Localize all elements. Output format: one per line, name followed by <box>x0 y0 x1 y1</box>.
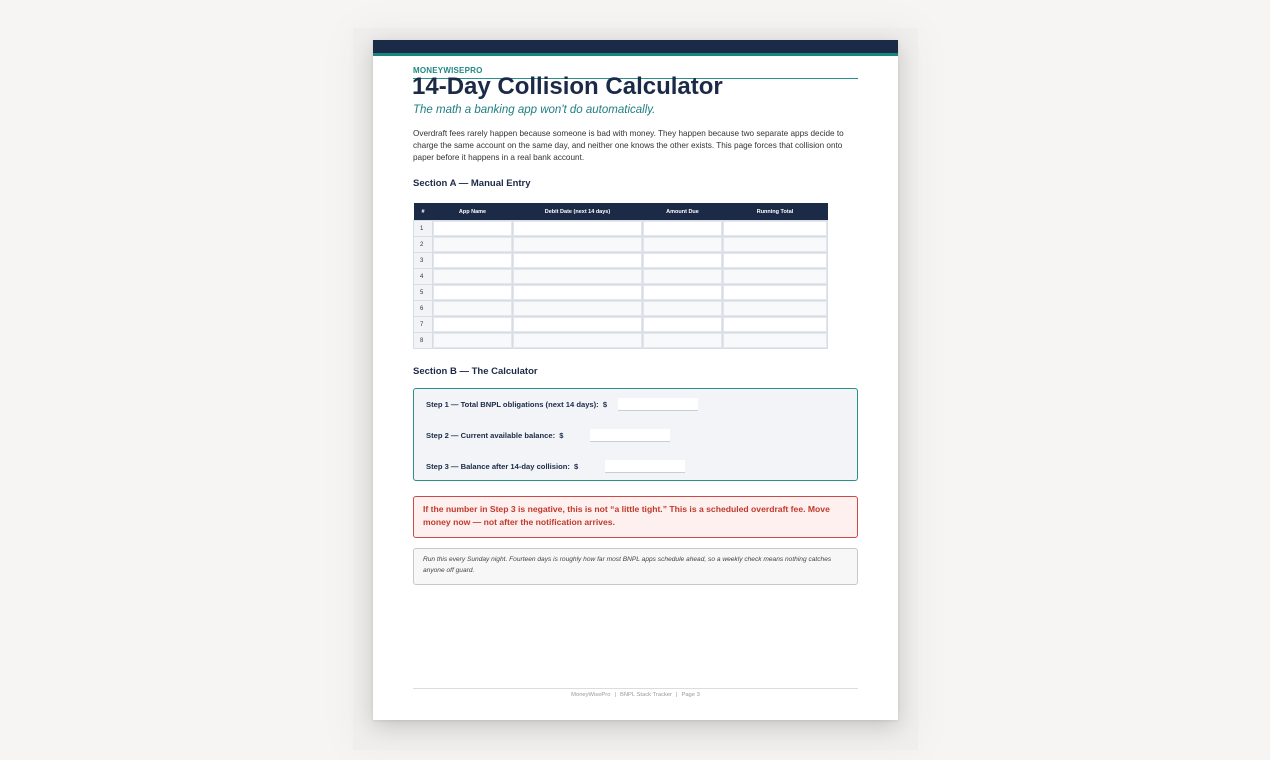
column-header-number: # <box>414 203 433 221</box>
footer-separator: | <box>614 692 616 698</box>
step-1-currency: $ <box>602 400 608 409</box>
table-header-row <box>414 203 828 221</box>
step-1-label <box>426 400 607 409</box>
brand-label: MONEYWISEPRO <box>413 66 483 75</box>
table-row <box>414 285 828 301</box>
overdraft-warning-text: If the number in Step 3 is negative, this is not “a little tight.” This is a scheduled overdraft fee. Move money now — not after the notification arrives. <box>423 504 830 527</box>
row-number: 1 <box>414 221 433 237</box>
running-total-cell[interactable] <box>723 269 828 285</box>
amount-due-cell[interactable] <box>643 285 723 301</box>
manual-entry-table <box>413 203 828 349</box>
step-3-input[interactable] <box>605 460 685 473</box>
debit-date-cell[interactable] <box>513 253 643 269</box>
debit-date-cell[interactable] <box>513 317 643 333</box>
footer-brand: MoneyWisePro <box>571 692 611 698</box>
amount-due-cell[interactable] <box>643 269 723 285</box>
app-name-cell[interactable] <box>433 301 513 317</box>
app-name-cell[interactable] <box>433 221 513 237</box>
document-page <box>373 40 898 720</box>
running-total-cell[interactable] <box>723 221 828 237</box>
debit-date-cell[interactable] <box>513 221 643 237</box>
column-header-app-name: App Name <box>433 203 513 221</box>
column-header-running-total: Running Total <box>723 203 828 221</box>
amount-due-cell[interactable] <box>643 237 723 253</box>
amount-due-cell[interactable] <box>643 301 723 317</box>
column-header-debit-date: Debit Date (next 14 days) <box>513 203 643 221</box>
footer-separator: | <box>675 692 678 698</box>
table-row <box>414 253 828 269</box>
step-1-input[interactable] <box>618 398 698 411</box>
running-total-cell[interactable] <box>723 285 828 301</box>
row-number: 4 <box>414 269 433 285</box>
app-name-cell[interactable] <box>433 269 513 285</box>
table-row <box>414 269 828 285</box>
table-row <box>414 301 828 317</box>
table-row <box>414 221 828 237</box>
step-2-input[interactable] <box>590 429 670 442</box>
debit-date-cell[interactable] <box>513 269 643 285</box>
row-number: 2 <box>414 237 433 253</box>
app-name-cell[interactable] <box>433 317 513 333</box>
step-2-currency: $ <box>559 431 564 440</box>
step-1-text: Step 1 — Total BNPL obligations (next 14 days): <box>426 400 599 409</box>
running-total-cell[interactable] <box>723 301 828 317</box>
app-name-cell[interactable] <box>433 333 513 349</box>
calculator-box <box>413 388 858 481</box>
step-3-label <box>426 462 578 471</box>
debit-date-cell[interactable] <box>513 285 643 301</box>
amount-due-cell[interactable] <box>643 253 723 269</box>
intro-paragraph: Overdraft fees rarely happen because someone is bad with money. They happen because two separate apps decide to charge the same account on the same day, and neither one knows the other exists. This page forces that collision onto paper before it happens in a real bank account. <box>413 129 844 163</box>
header-bar <box>373 40 898 53</box>
running-total-cell[interactable] <box>723 317 828 333</box>
app-name-cell[interactable] <box>433 237 513 253</box>
overdraft-warning-box <box>413 496 858 538</box>
step-3-currency: $ <box>574 462 579 471</box>
weekly-check-note-text: Run this every Sunday night. Fourteen days is roughly how far most BNPL apps schedule ahead, so a weekly check means nothing catches anyone off guard. <box>423 556 832 574</box>
running-total-cell[interactable] <box>723 333 828 349</box>
step-3-text: Step 3 — Balance after 14-day collision: <box>426 462 570 471</box>
table-row <box>414 237 828 253</box>
step-2-text: Step 2 — Current available balance: <box>426 431 556 440</box>
row-number: 6 <box>414 301 433 317</box>
app-name-cell[interactable] <box>433 285 513 301</box>
footer-page-number: Page 3 <box>681 692 700 698</box>
header-accent-stripe <box>373 53 898 56</box>
amount-due-cell[interactable] <box>643 333 723 349</box>
footer-doc-title: BNPL Stack Tracker <box>619 692 672 698</box>
row-number: 7 <box>414 317 433 333</box>
weekly-check-note <box>413 548 858 585</box>
amount-due-cell[interactable] <box>643 221 723 237</box>
page-subtitle: The math a banking app won't do automatically. <box>413 104 656 116</box>
debit-date-cell[interactable] <box>513 237 643 253</box>
table-row <box>414 333 828 349</box>
debit-date-cell[interactable] <box>513 333 643 349</box>
running-total-cell[interactable] <box>723 237 828 253</box>
section-a-heading: Section A — Manual Entry <box>413 178 531 189</box>
app-name-cell[interactable] <box>433 253 513 269</box>
amount-due-cell[interactable] <box>643 317 723 333</box>
footer-rule <box>413 688 858 689</box>
page-title: 14-Day Collision Calculator <box>412 73 723 100</box>
row-number: 8 <box>414 333 433 349</box>
row-number: 3 <box>414 253 433 269</box>
row-number: 5 <box>414 285 433 301</box>
table-row <box>414 317 828 333</box>
column-header-amount-due: Amount Due <box>643 203 723 221</box>
running-total-cell[interactable] <box>723 253 828 269</box>
debit-date-cell[interactable] <box>513 301 643 317</box>
section-b-heading: Section B — The Calculator <box>413 366 538 377</box>
step-2-label <box>426 431 564 440</box>
page-footer <box>413 692 858 698</box>
